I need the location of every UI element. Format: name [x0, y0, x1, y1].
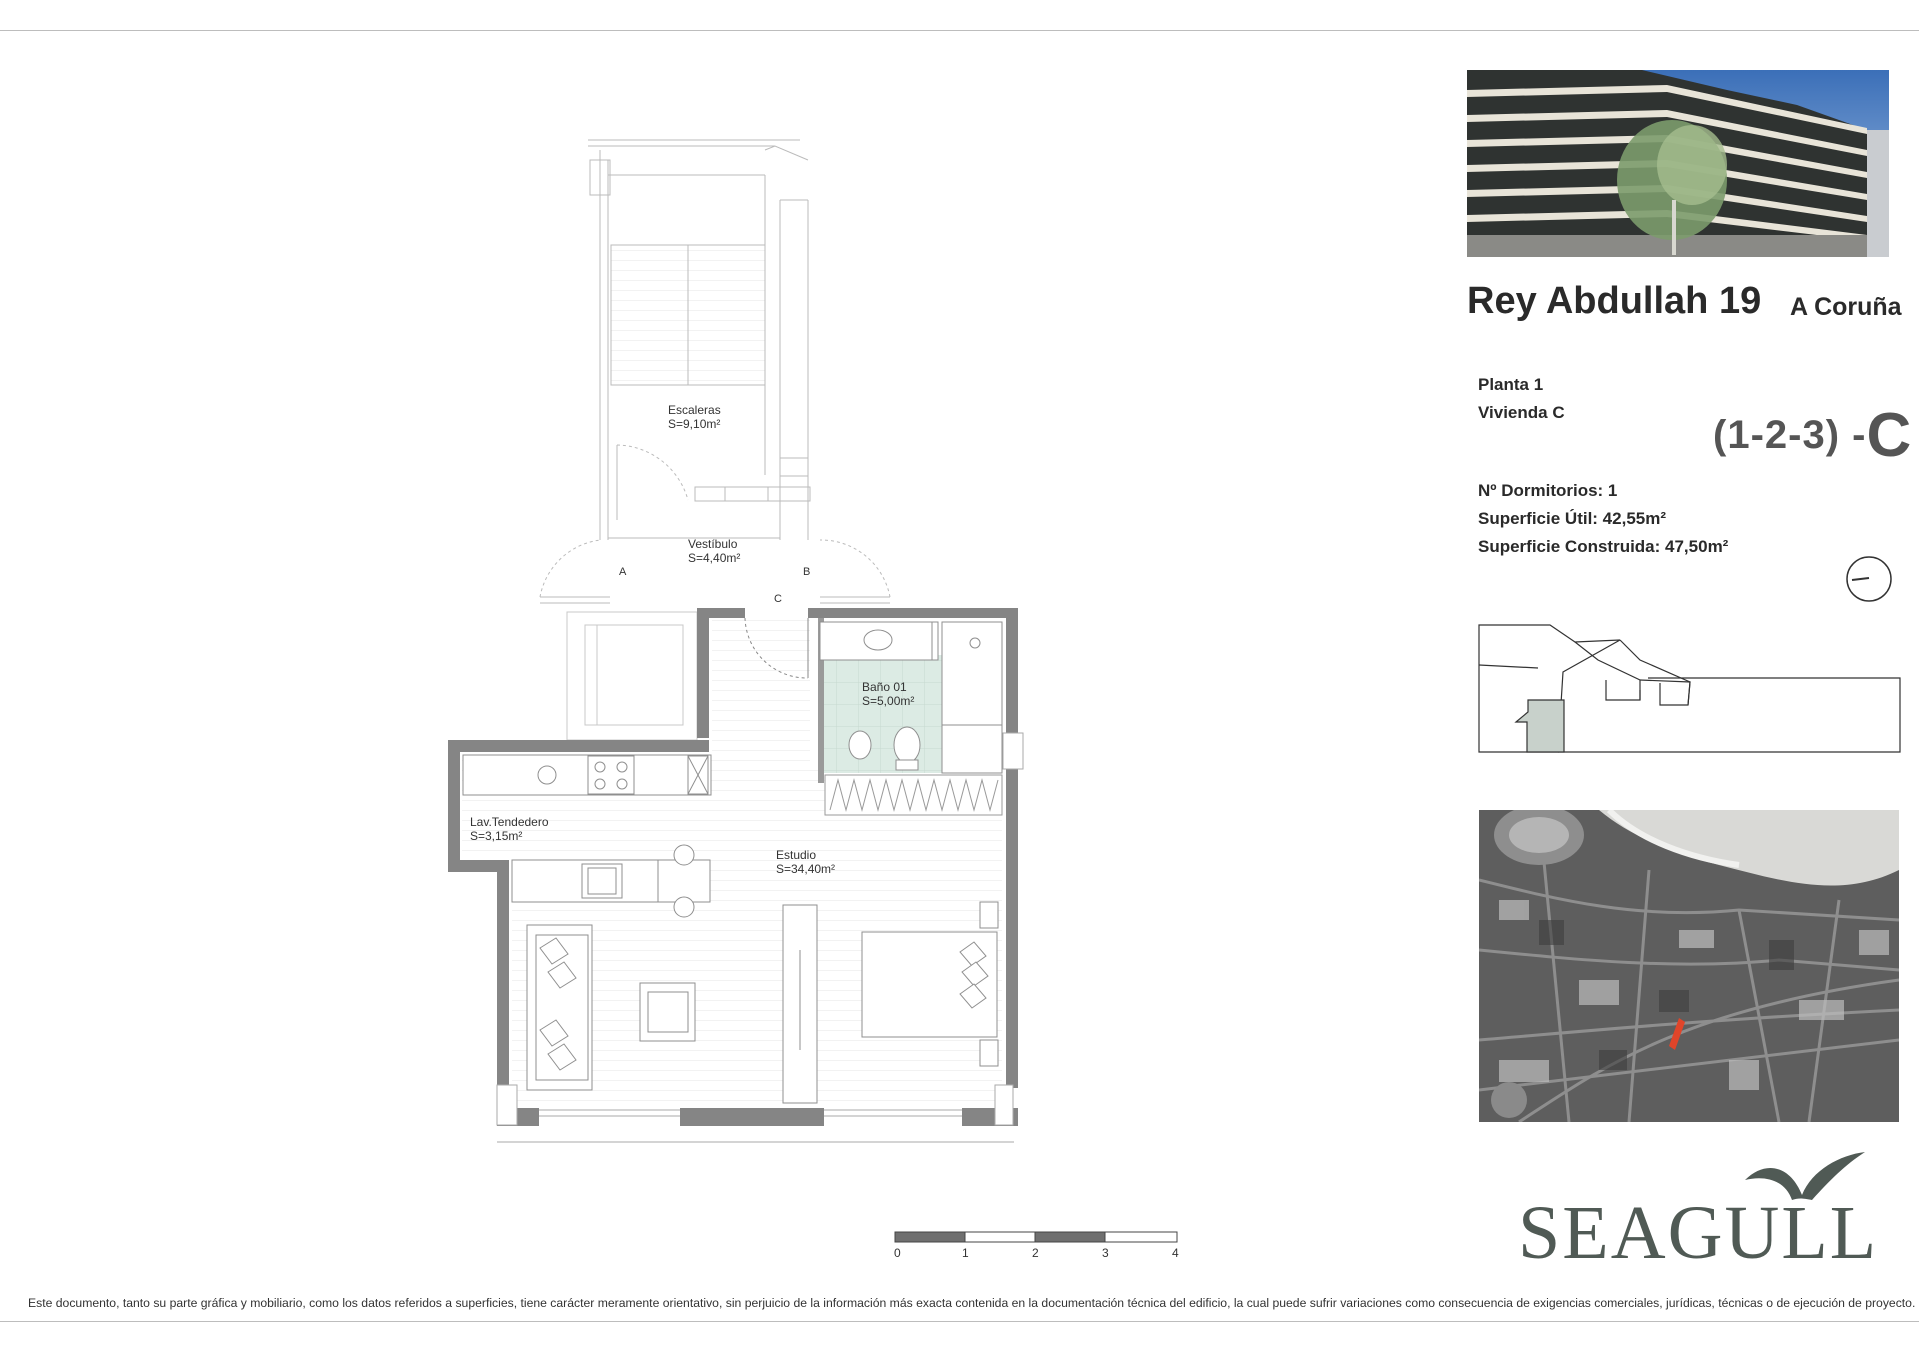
scale-tick-3: 3: [1102, 1246, 1109, 1260]
stair-core: [588, 140, 810, 540]
room-laundry-name: Lav.Tendedero: [470, 815, 549, 829]
brand-wordmark: SEAGULL: [1518, 1191, 1879, 1275]
unit-floor: Planta 1: [1478, 375, 1544, 394]
unit-bedrooms: Nº Dormitorios: 1: [1478, 481, 1618, 500]
door-label-a: A: [619, 566, 627, 578]
scale-tick-2: 2: [1032, 1246, 1039, 1260]
scale-bar: [895, 1232, 1177, 1242]
unit-code: [1713, 400, 1912, 471]
compass-icon: [1847, 557, 1891, 601]
key-plan: [1479, 625, 1900, 752]
room-stairs-area: S=9,10m²: [668, 417, 721, 431]
unit-code-prefix: (1-2-3): [1713, 413, 1841, 457]
unit-code-letter: C: [1866, 401, 1913, 470]
wardrobe: [825, 775, 1002, 815]
room-stairs-name: Escaleras: [668, 403, 721, 417]
bathroom-floor: [820, 655, 942, 773]
unit-dwelling: Vivienda C: [1478, 403, 1565, 422]
room-hall-area: S=4,40m²: [688, 551, 741, 565]
door-label-b: B: [803, 566, 811, 578]
aerial-map: [1479, 810, 1899, 1122]
unit-useful-area: Superficie Útil: 42,55m²: [1478, 509, 1667, 528]
room-hall-name: Vestíbulo: [688, 537, 738, 551]
scale-tick-1: 1: [962, 1246, 969, 1260]
terrace: [567, 612, 697, 740]
legal-disclaimer: Este documento, tanto su parte gráfica y mobiliario, como los datos referidos a superficies, tiene carácter meramente orientativo, sin perjuicio de la información más exacta contenida en la documentación técnica del edificio, la cual puede sufrir variaciones como consecuencia de exigencias comerciales, jurídicas, técnicas o de ejecución de proyecto.: [28, 1296, 1916, 1310]
scale-tick-0: 0: [894, 1246, 901, 1260]
scale-tick-4: 4: [1172, 1246, 1179, 1260]
room-studio-area: S=34,40m²: [776, 862, 836, 876]
unit-built-area: Superficie Construida: 47,50m²: [1478, 537, 1729, 556]
unit-code-dash: -: [1852, 413, 1867, 457]
room-laundry-area: S=3,15m²: [470, 829, 523, 843]
room-bath-area: S=5,00m²: [862, 694, 915, 708]
project-city: A Coruña: [1790, 293, 1902, 321]
room-studio-name: Estudio: [776, 848, 817, 862]
building-photo: [1467, 70, 1889, 257]
door-label-c: C: [774, 593, 782, 605]
room-bath-name: Baño 01: [862, 680, 907, 694]
project-title: Rey Abdullah 19: [1467, 280, 1762, 322]
